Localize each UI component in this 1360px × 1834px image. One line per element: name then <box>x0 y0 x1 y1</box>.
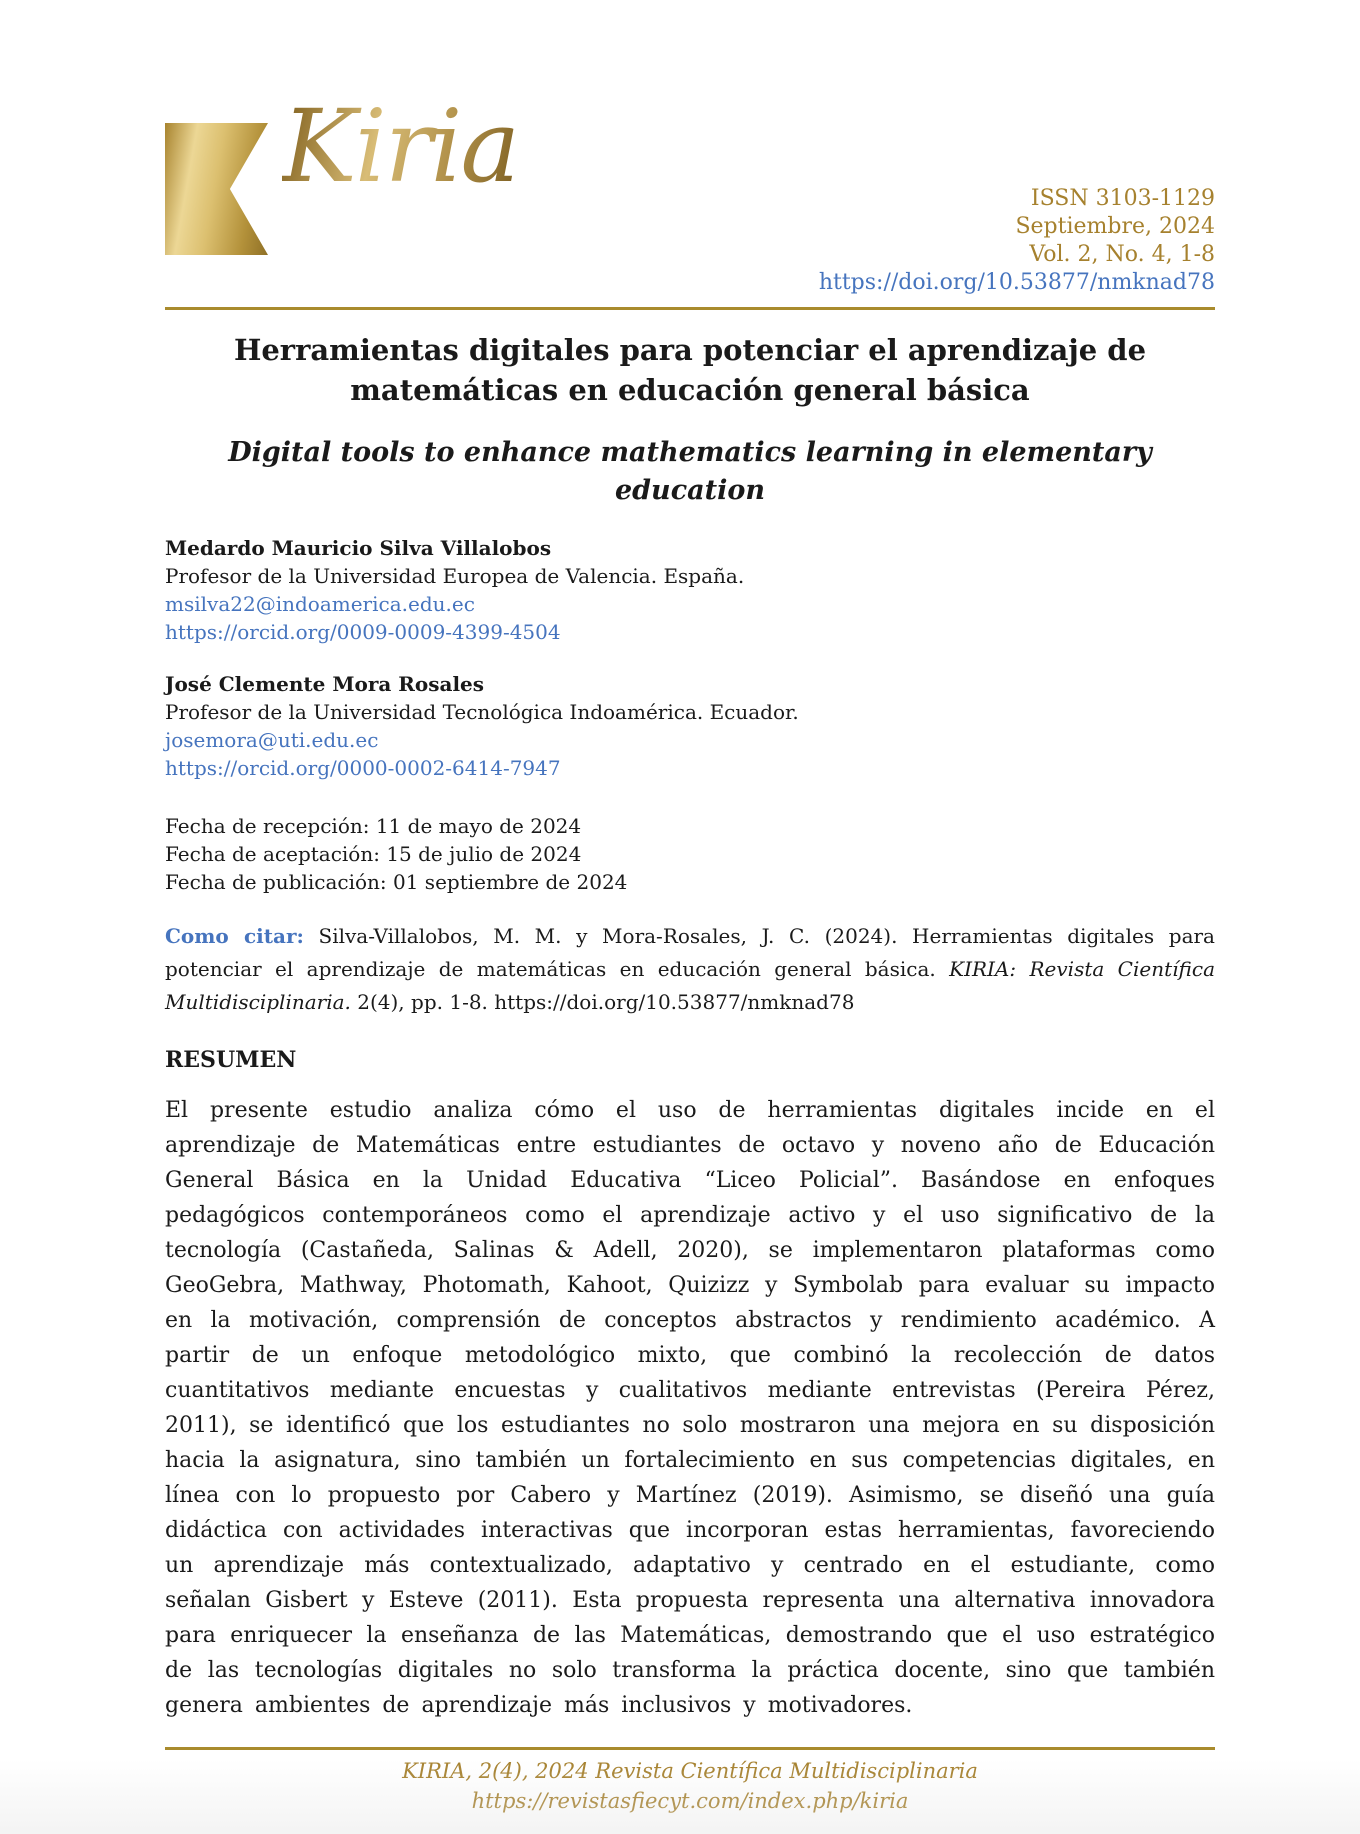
publication-date: Fecha de publicación: 01 septiembre de 2024 <box>165 870 628 894</box>
article-title-spanish: Herramientas digitales para potenciar el aprendizaje de matemáticas en educación general básica <box>233 333 1147 407</box>
kiria-ribbon-icon <box>165 123 268 255</box>
abstract-body: El presente estudio analiza cómo el uso de herramientas digitales incide en el aprendizaje de Matemáticas entre estudiantes de octavo y noveno año de Educación General Básica en la Unidad Educativa “Liceo Policial”. Basándose en enfoques pedagógicos contemporáneos como el aprendizaje activo y el uso significativo de la tecnología (Castañeda, Salinas & Adell, 2020), se implementaron plataformas como GeoGebra, Mathway, Photomath, Kahoot, Quizizz y Symbolab para evaluar su impacto en la motivación, comprensión de conceptos abstractos y rendimiento académico. A partir de un enfoque metodológico mixto, que combinó la recolección de datos cuantitativos mediante encuestas y cualitativos mediante entrevistas (Pereira Pérez, 2011), se identificó que los estudiantes no solo mostraron una mejora en su disposición hacia la asignatura, sino también un fortalecimiento en sus competencias digitales, en línea con lo propuesto por Cabero y Martínez (2019). Asimismo, se diseñó una guía didáctica con actividades interactivas que incorporan estas herramientas, favoreciendo un aprendizaje más contextualizado, adaptativo y centrado en el estudiante, como señalan Gisbert y Esteve (2011). Esta propuesta representa una alternativa innovadora para enriquecer la enseñanza de las Matemáticas, demostrando que el uso estratégico de las tecnologías digitales no solo transforma la práctica docente, sino que también genera ambientes de aprendizaje más inclusivos y motivadores. <box>165 1098 1215 1718</box>
issue-info <box>819 185 1215 297</box>
author-name: Medardo Mauricio Silva Villalobos <box>165 536 552 560</box>
author-affiliation: Profesor de la Universidad Tecnológica Indoamérica. Ecuador. <box>165 700 799 724</box>
cite-text-2: 2(4), pp. 1-8. https://doi.org/10.53877/nmknad78 <box>350 990 855 1014</box>
cite-text-1: Silva-Villalobos, M. M. y Mora-Rosales, J. C. (2024). Herramientas digitales para potenciar el aprendizaje de matemáticas en educación general básica. <box>165 924 1215 981</box>
footer-divider <box>165 1747 1215 1750</box>
author-block-1 <box>165 534 1215 646</box>
author-orcid-link[interactable]: https://orcid.org/0000-0002-6414-7947 <box>165 756 561 780</box>
page-footer <box>165 1747 1215 1834</box>
cite-journal-name: KIRIA: Revista Científica Multidisciplinaria. <box>165 957 1215 1014</box>
how-to-cite <box>165 920 1215 1019</box>
journal-logo <box>165 85 518 255</box>
journal-masthead <box>165 85 1215 297</box>
issn-label: ISSN 3103-1129 <box>1030 186 1215 211</box>
issue-date: Septiembre, 2024 <box>1015 214 1215 239</box>
header-divider <box>165 307 1215 310</box>
author-affiliation: Profesor de la Universidad Europea de Valencia. España. <box>165 564 745 588</box>
article-title-english: Digital tools to enhance mathematics learning in elementary education <box>228 437 1152 506</box>
article-dates <box>165 812 1215 896</box>
abstract-heading: RESUMEN <box>165 1047 297 1073</box>
reception-date: Fecha de recepción: 11 de mayo de 2024 <box>165 814 582 838</box>
author-email-link[interactable]: josemora@uti.edu.ec <box>165 728 379 752</box>
kiria-wordmark: Kiria <box>282 88 519 205</box>
author-orcid-link[interactable]: https://orcid.org/0009-0009-4399-4504 <box>165 620 561 644</box>
author-name: José Clemente Mora Rosales <box>165 672 485 696</box>
footer-journal-url[interactable]: https://revistasfiecyt.com/index.php/kiria <box>471 1789 909 1813</box>
volume-pages: Vol. 2, No. 4, 1-8 <box>1029 242 1215 267</box>
footer-text <box>165 1756 1215 1816</box>
doi-link[interactable]: https://doi.org/10.53877/nmknad78 <box>818 270 1215 295</box>
acceptance-date: Fecha de aceptación: 15 de julio de 2024 <box>165 842 582 866</box>
cite-label: Como citar: <box>165 924 304 948</box>
footer-journal-line: KIRIA, 2(4), 2024 Revista Científica Multidisciplinaria <box>402 1759 978 1783</box>
author-block-2 <box>165 670 1215 782</box>
author-email-link[interactable]: msilva22@indoamerica.edu.ec <box>165 592 475 616</box>
